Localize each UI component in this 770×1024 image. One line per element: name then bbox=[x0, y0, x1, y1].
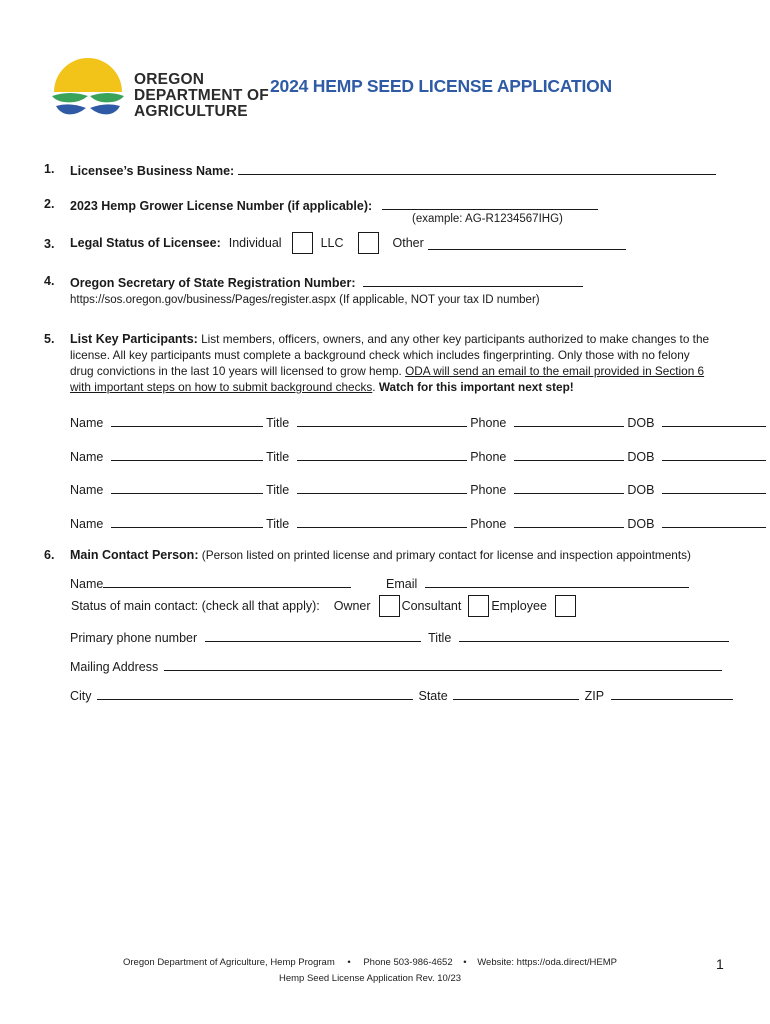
main-contact-heading bbox=[70, 548, 691, 562]
sos-registration-label: Oregon Secretary of State Registration Number: bbox=[70, 276, 356, 290]
llc-checkbox[interactable] bbox=[358, 232, 379, 254]
participant-dob-label: DOB bbox=[627, 483, 655, 497]
participant-title-field[interactable] bbox=[297, 414, 467, 427]
participant-phone-field[interactable] bbox=[514, 481, 624, 494]
footer-contact bbox=[0, 957, 770, 968]
contact-name-field[interactable] bbox=[103, 575, 351, 588]
llc-label: LLC bbox=[320, 236, 344, 250]
participant-dob-field[interactable] bbox=[662, 515, 766, 528]
participant-phone-field[interactable] bbox=[514, 515, 624, 528]
participant-title-label: Title bbox=[266, 517, 290, 531]
zip-label: ZIP bbox=[584, 689, 604, 703]
zip-field[interactable] bbox=[611, 687, 733, 700]
participant-name-field[interactable] bbox=[111, 481, 263, 494]
participant-title-field[interactable] bbox=[297, 481, 467, 494]
footer-separator: • bbox=[347, 957, 351, 968]
key-participants-paragraph bbox=[70, 331, 710, 395]
employee-checkbox[interactable] bbox=[555, 595, 576, 617]
mailing-address-label: Mailing Address bbox=[70, 660, 159, 674]
participant-name-field[interactable] bbox=[111, 448, 263, 461]
participant-title-label: Title bbox=[266, 450, 290, 464]
contact-name-row bbox=[70, 575, 351, 591]
contact-status-row bbox=[71, 595, 576, 617]
oda-logo bbox=[50, 52, 269, 122]
key-participants-punct: . bbox=[372, 380, 379, 394]
participant-title-field[interactable] bbox=[297, 515, 467, 528]
key-participants-label: List Key Participants: bbox=[70, 332, 198, 346]
participant-row bbox=[70, 448, 766, 464]
contact-phone-label: Primary phone number bbox=[70, 631, 198, 645]
other-label: Other bbox=[392, 236, 424, 250]
footer-separator: • bbox=[463, 957, 467, 968]
license-example: (example: AG-R1234567IHG) bbox=[412, 213, 563, 225]
employee-label: Employee bbox=[491, 599, 547, 613]
state-label: State bbox=[418, 689, 448, 703]
mailing-address-field[interactable] bbox=[164, 658, 722, 671]
participant-title-label: Title bbox=[266, 416, 290, 430]
contact-title-label: Title bbox=[428, 631, 452, 645]
business-name-label: Licensee’s Business Name: bbox=[70, 164, 235, 178]
important-next-step: Watch for this important next step! bbox=[378, 380, 574, 394]
participant-name-label: Name bbox=[70, 483, 104, 497]
section-3-number: 3. bbox=[44, 237, 55, 251]
consultant-label: Consultant bbox=[401, 599, 462, 613]
contact-name-label: Name bbox=[70, 577, 104, 591]
participant-dob-field[interactable] bbox=[662, 481, 766, 494]
state-field[interactable] bbox=[453, 687, 579, 700]
grower-license-label: 2023 Hemp Grower License Number (if applicable): bbox=[70, 199, 373, 213]
contact-email-row bbox=[386, 575, 689, 591]
participant-name-label: Name bbox=[70, 450, 104, 464]
participant-row bbox=[70, 414, 766, 430]
participant-name-field[interactable] bbox=[111, 515, 263, 528]
owner-checkbox[interactable] bbox=[379, 595, 400, 617]
logo-line-2: DEPARTMENT OF bbox=[134, 87, 269, 104]
participant-dob-field[interactable] bbox=[662, 414, 766, 427]
owner-label: Owner bbox=[333, 599, 371, 613]
participant-dob-label: DOB bbox=[627, 416, 655, 430]
oda-sun-logo-icon bbox=[50, 52, 130, 122]
participant-phone-field[interactable] bbox=[514, 414, 624, 427]
footer-revision: Hemp Seed License Application Rev. 10/23 bbox=[278, 973, 462, 984]
contact-status-label: Status of main contact: (check all that apply): bbox=[71, 599, 320, 613]
main-contact-desc: (Person listed on printed license and primary contact for license and inspection appointments) bbox=[198, 548, 691, 562]
other-field[interactable] bbox=[428, 237, 626, 250]
contact-phone-field[interactable] bbox=[205, 629, 421, 642]
contact-phone-row bbox=[70, 629, 729, 645]
logo-wordmark bbox=[134, 72, 269, 120]
section-4-number: 4. bbox=[44, 274, 55, 288]
contact-email-label: Email bbox=[386, 577, 418, 591]
section-6-number: 6. bbox=[44, 548, 55, 562]
participant-row bbox=[70, 481, 766, 497]
logo-line-3: AGRICULTURE bbox=[134, 103, 248, 120]
participant-phone-label: Phone bbox=[470, 450, 507, 464]
legal-status-label: Legal Status of Licensee: bbox=[70, 236, 221, 250]
business-name-row bbox=[70, 162, 716, 178]
grower-license-row bbox=[70, 197, 598, 213]
city-label: City bbox=[70, 689, 92, 703]
main-contact-label: Main Contact Person: bbox=[70, 548, 199, 562]
key-participants-text: List members, officers, owners, and any other key participants authorized to make changes to the license. All key participants must complete a background check which includes fingerprinting. Only those with no felony drug convictions in the last 10 years will licensed to grow hemp. bbox=[70, 332, 710, 378]
individual-label: Individual bbox=[228, 236, 282, 250]
footer-org: Oregon Department of Agriculture, Hemp Program bbox=[123, 957, 335, 968]
section-1-number: 1. bbox=[44, 162, 55, 176]
consultant-checkbox[interactable] bbox=[468, 595, 489, 617]
business-name-field[interactable] bbox=[238, 162, 716, 175]
background-check-note: ODA will send an email to the email provided in Section 6 with important steps on how to submit background checks bbox=[70, 364, 705, 394]
sos-registration-note: https://sos.oregon.gov/business/Pages/register.aspx (If applicable, NOT your tax ID number) bbox=[70, 294, 540, 306]
contact-title-field[interactable] bbox=[459, 629, 729, 642]
page-number: 1 bbox=[716, 956, 724, 972]
participant-dob-label: DOB bbox=[627, 517, 655, 531]
participant-title-label: Title bbox=[266, 483, 290, 497]
section-2-number: 2. bbox=[44, 197, 55, 211]
grower-license-field[interactable] bbox=[382, 197, 598, 210]
participant-phone-label: Phone bbox=[470, 483, 507, 497]
contact-email-field[interactable] bbox=[425, 575, 689, 588]
city-state-zip-row bbox=[70, 687, 733, 703]
participant-name-field[interactable] bbox=[111, 414, 263, 427]
participant-title-field[interactable] bbox=[297, 448, 467, 461]
individual-checkbox[interactable] bbox=[292, 232, 313, 254]
section-5-number: 5. bbox=[44, 332, 55, 346]
sos-registration-field[interactable] bbox=[363, 274, 583, 287]
sos-registration-row bbox=[70, 274, 583, 290]
legal-status-row bbox=[70, 232, 626, 254]
logo-line-1: OREGON bbox=[134, 71, 205, 88]
participant-phone-field[interactable] bbox=[514, 448, 624, 461]
participant-name-label: Name bbox=[70, 416, 104, 430]
footer-phone: Phone 503-986-4652 bbox=[363, 957, 453, 968]
participant-row bbox=[70, 515, 766, 531]
participant-dob-field[interactable] bbox=[662, 448, 766, 461]
footer-website: Website: https://oda.direct/HEMP bbox=[477, 957, 617, 968]
city-field[interactable] bbox=[97, 687, 413, 700]
page-title: 2024 HEMP SEED LICENSE APPLICATION bbox=[270, 76, 612, 96]
participant-phone-label: Phone bbox=[470, 416, 507, 430]
participant-phone-label: Phone bbox=[470, 517, 507, 531]
mailing-address-row bbox=[70, 658, 722, 674]
participant-name-label: Name bbox=[70, 517, 104, 531]
participant-dob-label: DOB bbox=[627, 450, 655, 464]
